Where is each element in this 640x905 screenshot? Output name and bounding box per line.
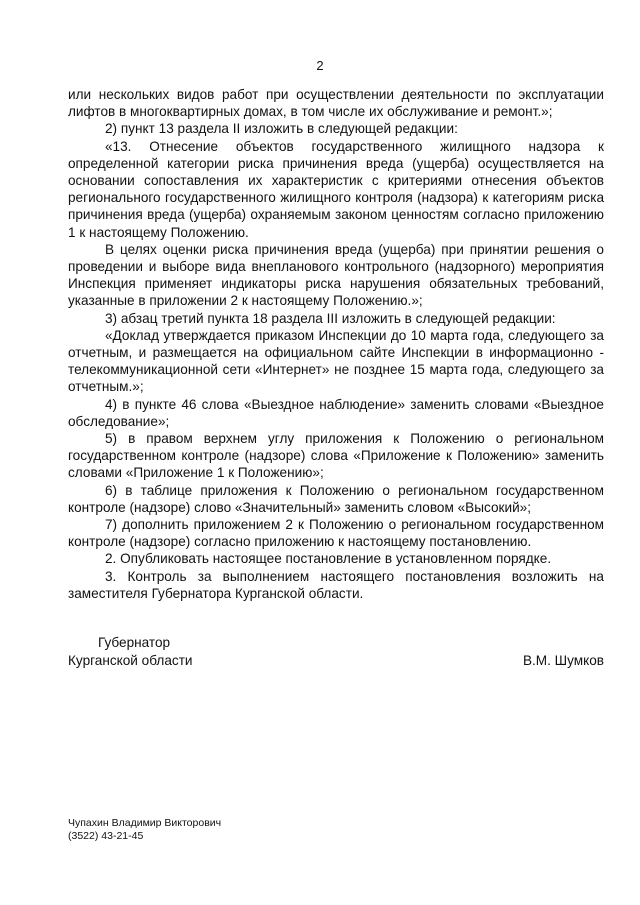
paragraph: 6) в таблице приложения к Положению о региональном государственном контроле (надзоре) слово «Значительный» заменить словом «Высокий»; [68, 482, 604, 515]
executor-name: Чупахин Владимир Викторович [68, 817, 222, 829]
paragraph: 5) в правом верхнем углу приложения к Положению о региональном государственном контроле (надзоре) слова «Приложение к Положению» заменить словами «Приложение 1 к Положению»; [68, 431, 604, 481]
paragraph: или нескольких видов работ при осуществлении деятельности по эксплуатации лифтов в многоквартирных домах, в том числе их обслуживание и ремонт.»; [68, 87, 604, 120]
paragraph: 2. Опубликовать настоящее постановление в установленном порядке. [105, 551, 552, 567]
executor-footer [68, 817, 221, 843]
paragraph: 2) пункт 13 раздела II изложить в следующей редакции: [105, 121, 458, 137]
document-body [68, 86, 604, 602]
signatory-region: Курганской области [68, 653, 193, 668]
paragraph: «Доклад утверждается приказом Инспекции до 10 марта года, следующего за отчетным, и размещается на официальном сайте Инспекции в информационно - телекоммуникационной сети «Интернет» не позднее 15 марта года, следующего за отчетным.»; [68, 327, 604, 395]
paragraph: 3) абзац третий пункта 18 раздела III изложить в следующей редакции: [105, 310, 556, 326]
paragraph: В целях оценки риска причинения вреда (ущерба) при принятии решения о проведении и выборе вида внепланового контрольного (надзорного) мероприятия Инспекция применяет индикаторы риска нарушения обязательных требований, указанные в приложении 2 к настоящему Положению.»; [68, 241, 604, 309]
signatory-title: Губернатор [98, 635, 171, 650]
signatory-name: В.М. Шумков [522, 653, 604, 668]
paragraph: «13. Отнесение объектов государственного жилищного надзора к определенной категории риска причинения вреда (ущерба) осуществляется на основании сопоставления их характеристик с критериями отнесения объектов регионального государственного жилищного контроля (надзора) к категориям риска причинения вреда (ущерба) охраняемым законом ценностям согласно приложению 1 к настоящему Положению. [68, 138, 604, 240]
paragraph: 4) в пункте 46 слова «Выездное наблюдение» заменить словами «Выездное обследование»; [68, 396, 604, 429]
paragraph: 3. Контроль за выполнением настоящего постановления возложить на заместителя Губернатора Курганской области. [68, 568, 604, 601]
signature-row [68, 652, 604, 670]
executor-phone: (3522) 43-21-45 [68, 830, 144, 842]
paragraph: 7) дополнить приложением 2 к Положению о региональном государственном контроле (надзоре) согласно приложению к настоящему постановлению. [68, 517, 604, 550]
signature-block [68, 634, 604, 670]
page-number: 2 [316, 58, 324, 73]
